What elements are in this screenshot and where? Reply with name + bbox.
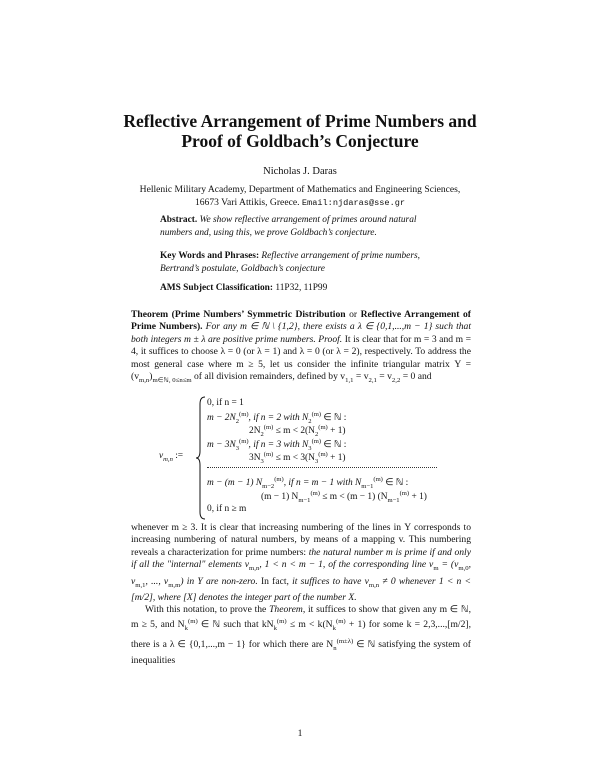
- case-row-5: 0, if n ≥ m: [207, 504, 247, 514]
- equation-lhs: $v_{m,n}$ :=: [159, 451, 184, 463]
- proof-label: Proof.: [318, 333, 343, 345]
- case-row-4-condition: (m − 1) $N_{m-1}^{(m)} \le m < (m - 1) (N_{m-1}^{(m)} + 1)$: [261, 490, 427, 504]
- abstract-label: Abstract.: [160, 215, 198, 225]
- keywords: Key Words and Phrases: Reflective arrangement of prime numbers, Bertrand’s postulate, Goldbach’s conjecture: [160, 251, 420, 274]
- theorem-and-proof: Theorem (Prime Numbers’ Symmetric Distribution or Reflective Arrangement of Prime Numbers). For any m ∈ ℕ \ {1,2}, there exists a λ ∈ {0,1,...,m − 1} such that both integers m ± λ are positive prime numbers. Proof. It is clear that for m = 3 and m = 4, it suffices to choose λ = 0 (or λ = 1) and λ = 0 (or λ = 2), respectively. To address the most general case where m ≥ 5, let us consider the infinite triangular matrix $\Upsilon = (v_{m,n})_{m\in ℕ, 0\le n\le m}$ of all division remainders, defined by $v_{1,1} = v_{2,1} = v_{2,2} = 0$ and: [131, 309, 471, 384]
- ams-label: AMS Subject Classification: [160, 283, 270, 293]
- title-line-2: Proof of Goldbach’s Conjecture: [181, 131, 419, 151]
- remainder-cases-equation: [131, 396, 471, 521]
- paragraph-notation: With this notation, to prove the Theorem, it suffices to show that given any m ∈ ℕ, m ≥ 5, and $N_k^{(m)}$ ∈ ℕ such that $kN_k^{(m)} \le m < k(N_k^{(m)} + 1)$ for some k = 2,3,...,[m/2], there is a λ ∈ {0,1,...,m − 1} for which there are $N_n^{(m\pm\lambda)}$ ∈ ℕ satisfying the system of inequalities: [131, 604, 472, 667]
- address-text: 16673 Vari Attikis, Greece.: [194, 196, 302, 208]
- theorem-statement: For any m ∈ ℕ \ {1,2}, there exists a λ ∈ {0,1,...,m − 1} such that both integers m ± λ are positive prime numbers.: [131, 321, 471, 345]
- paragraph-characterization: whenever m ≥ 3. It is clear that increasing numbering of the lines in Υ corresponds to increasing numbering of natural numbers, by means of a mapping v. This numbering reveals a characterization for prime numbers: the natural number m is prime if and only if all the "internal" elements $v_{m,n}$, 1 < n < m − 1, of the corresponding line $v_m = (v_{m,0}$, $v_{m,1}$, ..., $v_{m,m}$) in Υ are non-zero. In fact, it suffices to have $v_{m,n} \ne 0$ whenever 1 < n < [m/2], where [X] denotes the integer part of the number X.: [131, 522, 472, 603]
- theorem-label: Theorem (Prime Numbers’ Symmetric Distribution: [131, 309, 346, 320]
- case-row-2: $m - 2N_2^{(m)}$, if n = 2 with $N_2^{(m)}$ ∈ ℕ :: [207, 411, 347, 425]
- ams-classification: AMS Subject Classification: 11P32, 11P99: [160, 283, 328, 293]
- proof-text: It is clear that for m = 3 and m = 4, it suffices to choose λ = 0 (or λ = 1) and λ = 0 (or λ = 2), respectively. To address the most general case where m ≥ 5, let us consider the infinite triangular matrix Υ = (v: [131, 333, 471, 383]
- ellipsis-line: [207, 467, 437, 468]
- case-row-3: $m - 3N_3^{(m)}$, if n = 3 with $N_3^{(m)}$ ∈ ℕ :: [207, 438, 347, 452]
- abstract: [160, 214, 448, 239]
- email-address: njdaras@sse.gr: [332, 197, 406, 208]
- affiliation: [0, 184, 600, 209]
- affiliation-line-1: Hellenic Military Academy, Department of Mathematics and Engineering Sciences,: [139, 184, 461, 195]
- case-row-3-condition: $3N_3^{(m)} \le m < 3(N_3^{(m)} + 1)$: [249, 451, 346, 465]
- email-label: Email:: [301, 197, 333, 208]
- paper-title: [0, 111, 600, 151]
- title-line-1: Reflective Arrangement of Prime Numbers and: [123, 111, 477, 131]
- abstract-text: We show reflective arrangement of primes around natural numbers and, using this, we prove Goldbach’s conjecture.: [160, 215, 417, 238]
- ams-text: 11P32, 11P99: [275, 283, 328, 293]
- theorem-or: or: [349, 309, 358, 320]
- case-row-1: 0, if n = 1: [207, 398, 244, 408]
- left-brace-icon: [196, 396, 206, 521]
- page-number: 1: [297, 728, 303, 739]
- affiliation-line-2: [0, 197, 600, 210]
- keywords-label: Key Words and Phrases: [160, 251, 256, 261]
- theorem-label-2: Reflective Arrangement of Prime Numbers).: [131, 309, 471, 333]
- author-name: Nicholas J. Daras: [263, 166, 337, 177]
- keywords-text: Reflective arrangement of prime numbers, Bertrand’s postulate, Goldbach’s conjecture: [160, 251, 420, 274]
- case-row-2-condition: $2N_2^{(m)} \le m < 2(N_2^{(m)} + 1)$: [249, 424, 346, 438]
- case-row-4: m − (m − 1) $N_{m-2}^{(m)}$, if n = m − 1 with $N_{m-1}^{(m)}$ ∈ ℕ :: [207, 476, 409, 490]
